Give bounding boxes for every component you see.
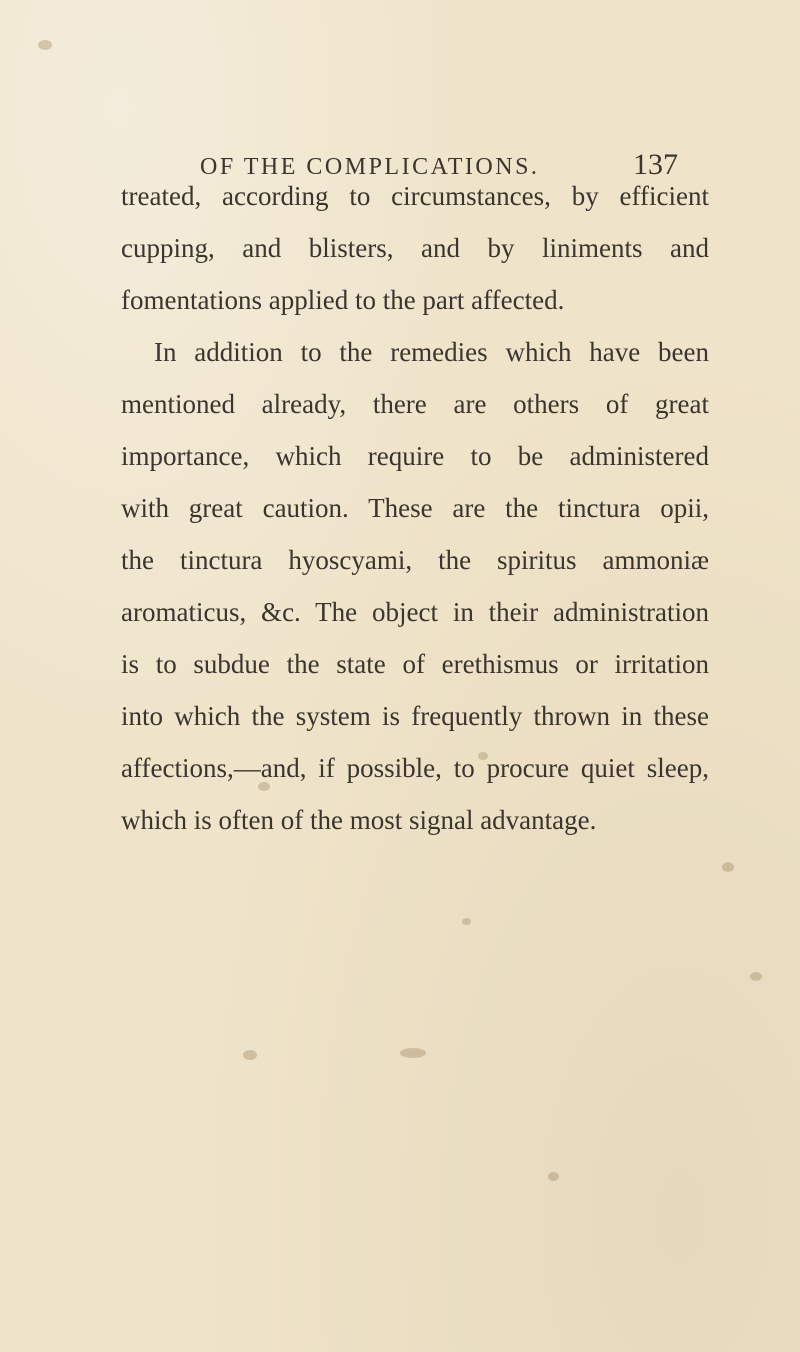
text-line: cupping, and blisters, and by liniments and [121, 233, 709, 263]
text-line: with great caution. These are the tinctura opii, [121, 493, 709, 523]
paper-stain [750, 972, 762, 981]
paper-stain [722, 862, 734, 872]
text-line: which is often of the most signal advantage. [121, 805, 597, 835]
text-line: the tinctura hyoscyami, the spiritus ammoniæ [121, 545, 709, 575]
paper-stain [243, 1050, 257, 1060]
paper-stain [400, 1048, 426, 1058]
text-line: affections,—and, if possible, to procure quiet sleep, [121, 753, 709, 783]
text-line: mentioned already, there are others of great [121, 389, 709, 419]
paper-stain [462, 918, 471, 925]
paper-stain [548, 1172, 559, 1181]
text-line: treated, according to circumstances, by efficient [121, 181, 709, 211]
text-line: In addition to the remedies which have been [154, 337, 709, 367]
text-line: importance, which require to be administered [121, 441, 709, 471]
text-line: aromaticus, &c. The object in their administration [121, 597, 709, 627]
page-number: 137 [633, 148, 678, 181]
text-line: is to subdue the state of erethismus or irritation [121, 649, 709, 679]
body-text [121, 170, 709, 846]
text-line: into which the system is frequently thrown in these [121, 701, 709, 731]
text-line: fomentations applied to the part affected. [121, 285, 565, 315]
paper-stain [38, 40, 52, 50]
running-head: OF THE COMPLICATIONS. [200, 154, 540, 180]
